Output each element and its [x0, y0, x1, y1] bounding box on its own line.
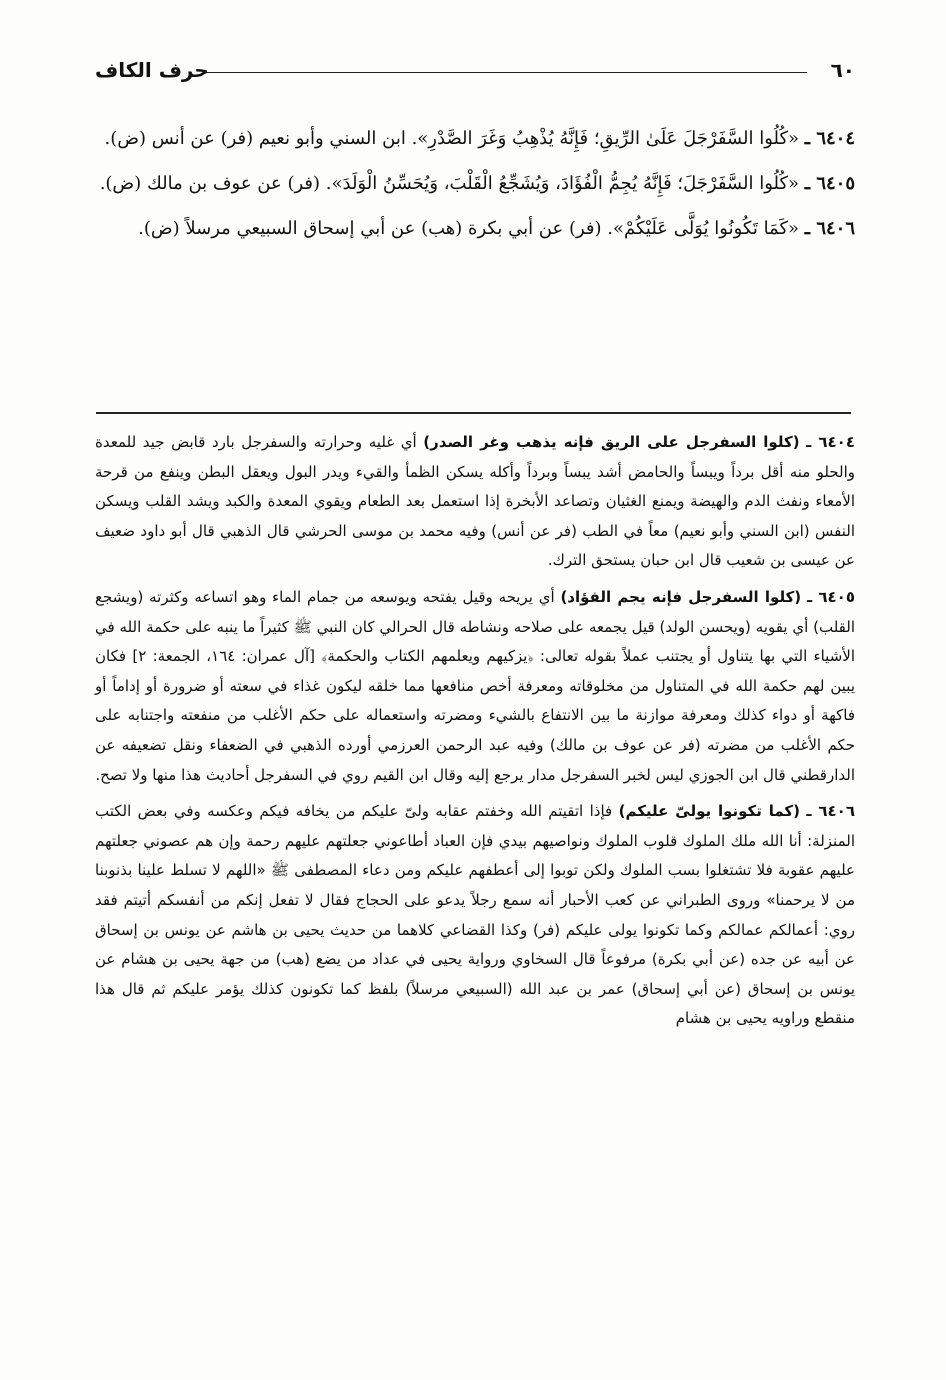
- page-number: ٦٠: [830, 58, 855, 82]
- hadith-entry: [95, 206, 855, 251]
- commentary-lead: (كلوا السفرجل على الريق فإنه يذهب وغر الصدر): [423, 433, 800, 451]
- commentary-text: فإذا اتقيتم الله وخفتم عقابه ولىّ عليكم من يخافه فيكم وعكسه وفي بعض الكتب المنزلة: أنا الله ملك الملوك قلوب الملوك ونواصيهم بيدي فإن العباد أطاعوني جعلتهم عليهم رحمة وإن هم عصوني جعلتهم عليهم عقوبة فلا تشتغلوا بسب الملوك ولكن توبوا إلى أعطفهم عليكم ومن دعاء المصطفى ﷺ «اللهم لا تسلط علينا بذنوبنا من لا يرحمنا» وروى الطبراني عن كعب الأحبار أنه سمع رجلاً يدعو على الحجاج فقال لا تفعل إنكم من أنفسكم أتيتم فقد روي: أعمالكم عمالكم وكما تكونوا يولى عليكم (فر) وكذا القضاعي كلاهما من حديث يحيى بن هاشم عن يونس بن إسحاق عن أبيه عن جده (عن أبي بكرة) مرفوعاً قال السخاوي ورواية يحيى في عداد من يضع (هب) من جهة يحيى بن هشام عن يونس بن إسحاق (عن أبي إسحاق) عمر بن عبد الله (السبيعي مرسلاً) بلفظ كما تكونون كذلك يؤمر عليكم ثم قال هذا منقطع وراويه يحيى بن هشام: [95, 802, 855, 1028]
- commentary-lead: (كما تكونوا يولىّ عليكم): [618, 802, 800, 821]
- commentary-number: ٦٤٠٤ ـ: [806, 433, 855, 451]
- commentary-lead: (كلوا السفرجل فإنه يجم الفؤاد): [560, 587, 802, 606]
- page-header: [95, 58, 855, 88]
- hadith-number: ٦٤٠٤ ـ: [804, 128, 855, 149]
- hadith-number: ٦٤٠٥ ـ: [804, 173, 855, 194]
- commentary-section: [95, 428, 855, 1041]
- hadith-number: ٦٤٠٦ ـ: [804, 218, 855, 239]
- header-rule: [205, 72, 807, 73]
- hadith-text: «كُلُوا السَّفَرْجَلَ عَلَىٰ الرِّيقِ؛ فَإِنَّهُ يُذْهِبُ وَغَرَ الصَّدْرِ». ابن السني وأبو نعيم (فر) عن أنس (ض).: [104, 128, 800, 149]
- hadith-entry: [95, 116, 855, 161]
- hadith-text: «كَمَا تَكُونُوا يُوَلَّى عَلَيْكُمْ». (فر) عن أبي بكرة (هب) عن أبي إسحاق السبيعي مرسلاً (ض).: [138, 218, 800, 239]
- section-divider: [96, 412, 851, 414]
- hadith-entry: [95, 161, 855, 206]
- commentary-entry: [95, 797, 855, 1034]
- hadith-list: [95, 116, 855, 251]
- commentary-number: ٦٤٠٦ ـ: [806, 802, 855, 821]
- commentary-text: أي يريحه وقيل يفتحه ويوسعه من جمام الماء وهو اتساعه وكثرته (ويشجع القلب) أي يقويه (ويحسن الولد) قيل يجمعه على صلاحه ونشاطه قال الحرالي كان النبي ﷺ كثيراً ما ينبه على حكمة الله في الأشياء التي بها يتناول أو يجتنب عملاً بقوله تعالى: ﴿يزكيهم ويعلمهم الكتاب والحكمة﴾ [آل عمران: ١٦٤، الجمعة: ٢] فكان يبين لهم حكمة الله في المتناول من مخلوقاته ومعرفة أخص منافعها مما خلقه ليكون غذاء في سعته أو ضرورة أو إداماً أو فاكهة أو دواء كذلك ومعرفة موازنة ما بين الانتفاع بالشيء ومضرته واستعماله على حكم الأغلب من منفعته واجتنابه على حكم الأغلب من مضرته (فر عن عوف بن مالك) وفيه عبد الرحمن العرزمي أورده الذهبي في الضعفاء ونقل تضعيفه عن الدارقطني قال ابن الجوزي ليس لخبر السفرجل مدار يرجع إليه وقال ابن القيم روي في السفرجل أحاديث هذا منها ولا تصح.: [95, 587, 855, 784]
- commentary-entry: [95, 428, 855, 576]
- commentary-number: ٦٤٠٥ ـ: [806, 587, 855, 606]
- commentary-entry: [95, 583, 855, 790]
- commentary-text: أي غليه وحرارته والسفرجل بارد قابض جيد للمعدة والحلو منه أقل برداً ويبساً والحامض أشد يبساً وبرداً وأكله يسكن الظمأ والقيء ويدر البول ويعقل البطن وينفع من قرحة الأمعاء ونفث الدم والهيضة ويمنع الغثيان وتصاعد الأبخرة إذا استعمل بعد الطعام ويقوي المعدة والكبد ويشد القلب ويسكن النفس (ابن السني وأبو نعيم) معاً في الطب (فر عن أنس) وفيه محمد بن موسى الحرشي قال الذهبي قال أبو داود ضعيف عن عيسى بن شعيب قال ابن حبان يستحق الترك.: [95, 433, 855, 570]
- chapter-title: حرف الكاف: [95, 58, 209, 82]
- hadith-text: «كُلُوا السَّفَرْجَلَ؛ فَإِنَّهُ يُجِمُّ الْفُؤَادَ، وَيُشَجِّعُ الْقَلْبَ، وَيُحَسِّنُ الْوَلَدَ». (فر) عن عوف بن مالك (ض).: [99, 173, 800, 194]
